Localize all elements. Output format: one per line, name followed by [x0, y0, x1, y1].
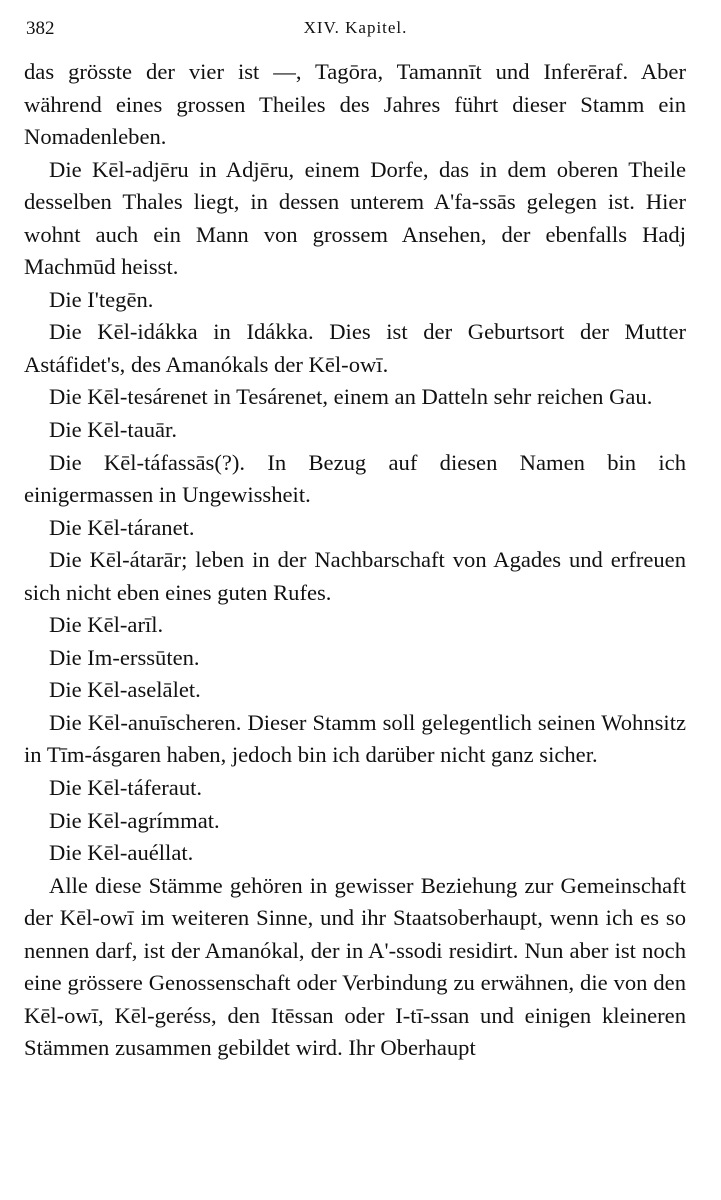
paragraph-kel-aril: Die Kēl-arīl. [49, 612, 164, 638]
page-header [26, 18, 685, 40]
paragraph-kel-tauar: Die Kēl-tauār. [49, 417, 177, 443]
paragraph-kel-anuischeren: Die Kēl-anuīscheren. Dieser Stamm soll gelegentlich seinen Wohnsitz in Tīm-ásgaren haben, jedoch bin ich darüber nicht ganz sicher. [24, 709, 686, 768]
page-number: 382 [26, 18, 55, 39]
paragraph-kel-taranet: Die Kēl-táranet. [49, 514, 195, 540]
paragraph-kel-tafassas: Die Kēl-táfassās(?). In Bezug auf diesen Namen bin ich einigermassen in Ungewissheit. [24, 449, 686, 508]
paragraph-kel-agrimmat: Die Kēl-agrímmat. [49, 807, 220, 833]
paragraph-continuation: das grösste der vier ist —, Tagōra, Tamannīt und Inferēraf. Aber während eines grossen Theiles des Jahres führt dieser Stamm ein Nomadenleben. [24, 59, 686, 150]
paragraph-alle-diese-stamme: Alle diese Stämme gehören in gewisser Beziehung zur Gemeinschaft der Kēl-owī im weiteren Sinne, und ihr Staatsoberhaupt, wenn ich es so nennen darf, ist der Amanókal, der in A'-ssodi residirt. Nun aber ist noch eine grössere Genossenschaft oder Verbindung zu erwähnen, die von den Kēl-owī, Kēl-geréss, den Itēssan oder I-tī-ssan und einigen kleineren Stämmen zusammen gebildet wird. Ihr Oberhaupt [24, 872, 686, 1061]
paragraph-itegen: Die I'tegēn. [49, 286, 154, 312]
paragraph-kel-taferaut: Die Kēl-táferaut. [49, 775, 203, 801]
paragraph-kel-auellat: Die Kēl-auéllat. [49, 840, 194, 866]
body-text [24, 56, 686, 1065]
paragraph-kel-atarar: Die Kēl-átarār; leben in der Nachbarschaft von Agades und erfreuen sich nicht eben eines guten Rufes. [24, 547, 686, 605]
paragraph-kel-aselalet: Die Kēl-aselālet. [49, 677, 201, 703]
paragraph-kel-idakka: Die Kēl-idákka in Idákka. Dies ist der Geburtsort der Mutter Astáfidet's, des Amanókals der Kēl-owī. [24, 319, 686, 377]
paragraph-im-erssuten: Die Im-erssūten. [49, 644, 200, 670]
running-head: XIV. Kapitel. [303, 18, 408, 37]
paragraph-kel-tesarenet: Die Kēl-tesárenet in Tesárenet, einem an Datteln sehr reichen Gau. [49, 384, 653, 410]
paragraph-kel-adjeru: Die Kēl-adjēru in Adjēru, einem Dorfe, das in dem oberen Theile desselben Thales liegt, in dessen unterem A'fa-ssās gelegen ist. Hier wohnt auch ein Mann von grossem Ansehen, der ebenfalls Hadj Machmūd heisst. [24, 156, 686, 280]
